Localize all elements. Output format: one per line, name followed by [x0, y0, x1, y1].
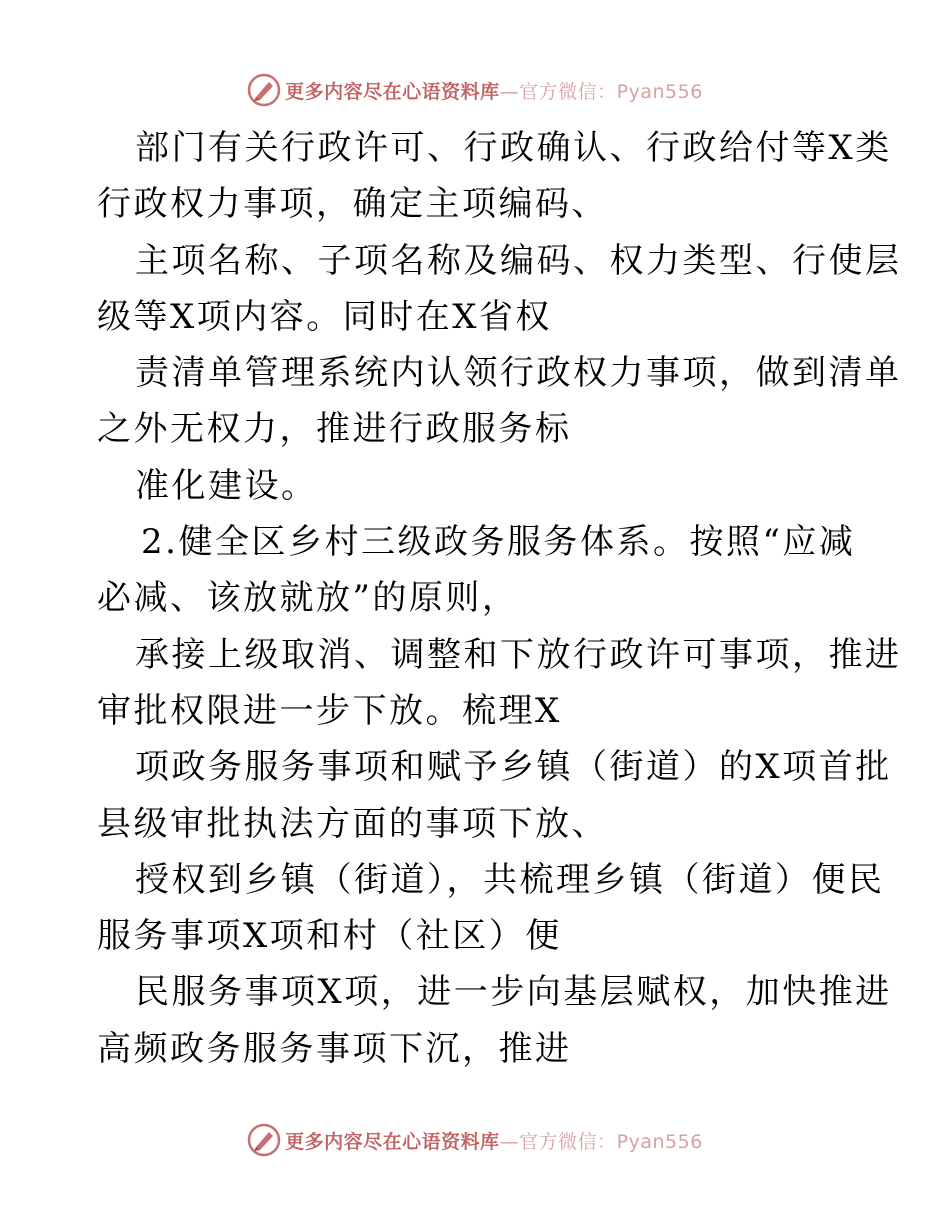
text-line: 审批权限进一步下放。梳理X	[97, 690, 562, 731]
text-line: 高频政务服务事项下沉，推进	[97, 1028, 572, 1069]
footer-watermark-main: 更多内容尽在心语资料库	[285, 1130, 500, 1153]
document-body	[97, 120, 902, 1077]
text-line: 授权到乡镇（街道），共梳理乡镇（街道）便民	[135, 859, 885, 900]
text-line: 准化建设。	[135, 465, 318, 506]
header-watermark-main: 更多内容尽在心语资料库	[285, 80, 500, 103]
text-line: 2.健全区乡村三级政务服务体系。按照“应减	[141, 522, 856, 563]
text-line: 级等X项内容。同时在X省权	[97, 296, 552, 337]
footer-watermark-banner	[0, 1118, 950, 1162]
text-line: 县级审批执法方面的事项下放、	[97, 803, 608, 844]
text-line: 主项名称、子项名称及编码、权力类型、行使层	[135, 240, 902, 281]
text-line: 民服务事项X项，进一步向基层赋权，加快推进	[135, 972, 892, 1013]
text-line: 行政权力事项，确定主项编码、	[97, 184, 608, 225]
pen-logo-icon	[247, 73, 281, 107]
pen-logo-icon	[247, 1123, 281, 1157]
text-line: 部门有关行政许可、行政确认、行政给付等X类	[135, 128, 892, 168]
text-line: 承接上级取消、调整和下放行政许可事项，推进	[135, 634, 902, 675]
header-watermark-text	[285, 77, 703, 104]
header-watermark-rest: —官方微信：Pyan556	[499, 80, 703, 103]
header-watermark-banner	[0, 68, 950, 112]
text-line: 必减、该放就放”的原则，	[97, 578, 519, 619]
text-line: 之外无权力，推进行政服务标	[97, 409, 572, 450]
footer-watermark-text	[285, 1127, 703, 1154]
text-line: 责清单管理系统内认领行政权力事项，做到清单	[135, 353, 902, 394]
text-line: 服务事项X项和村（社区）便	[97, 916, 562, 957]
footer-watermark-rest: —官方微信：Pyan556	[499, 1130, 703, 1153]
text-line: 项政务服务事项和赋予乡镇（街道）的X项首批	[135, 747, 892, 788]
